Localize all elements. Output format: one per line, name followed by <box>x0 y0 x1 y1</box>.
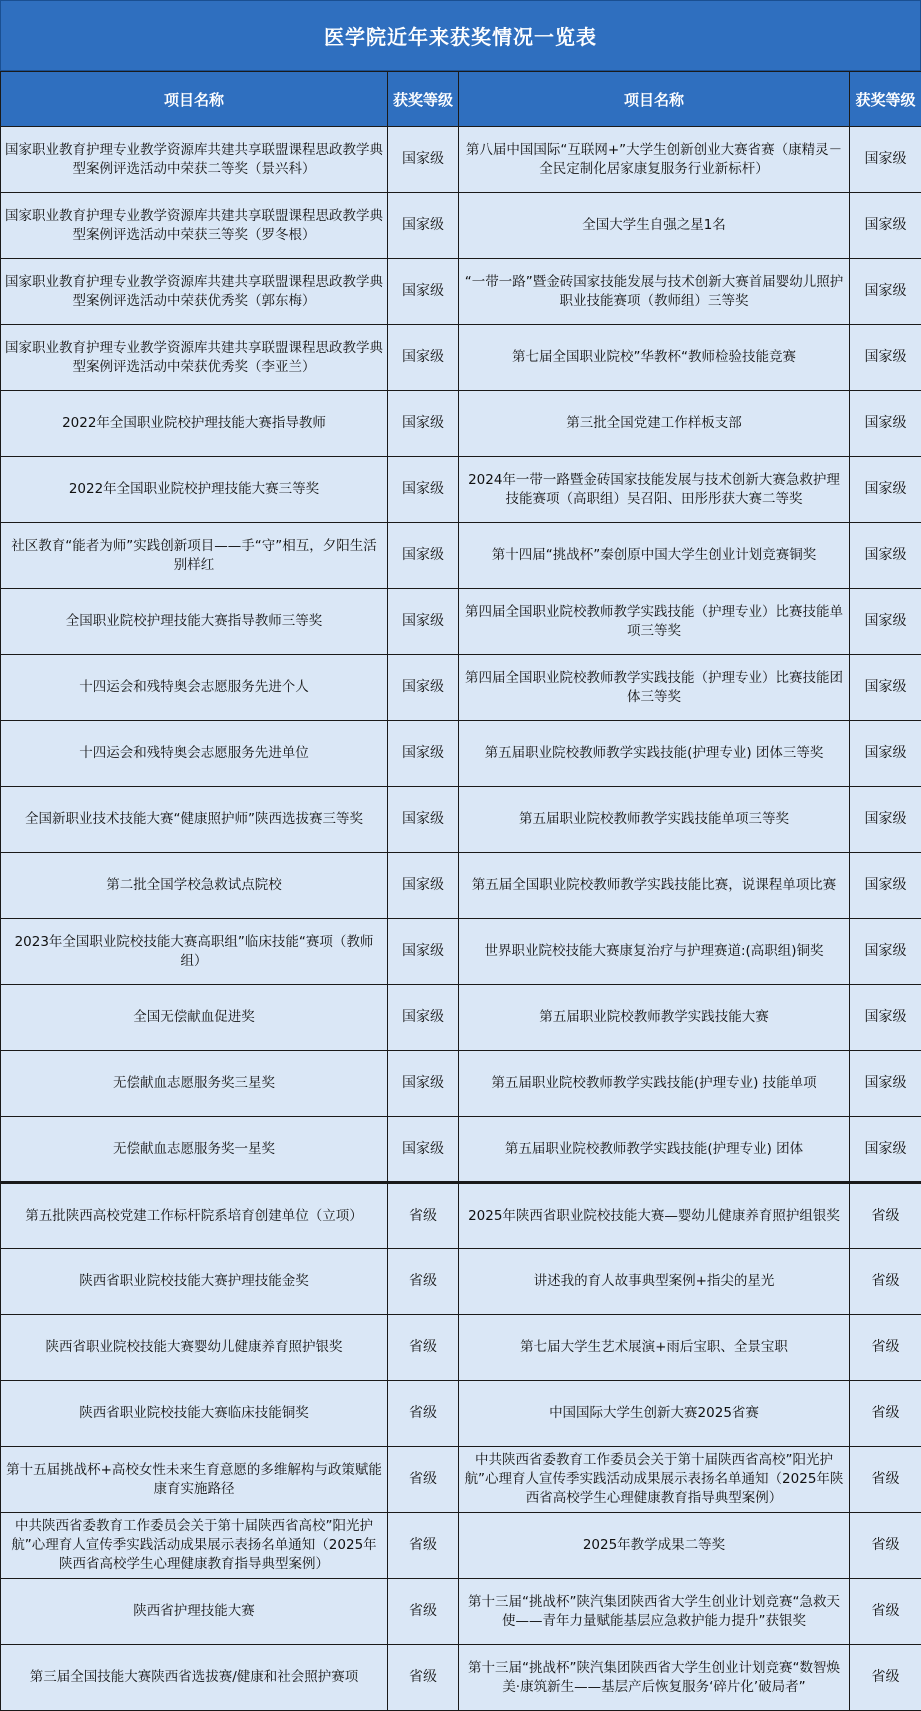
right-project-name-cell: 2025年教学成果二等奖 <box>459 1513 850 1579</box>
left-project-name-cell: 中共陕西省委教育工作委员会关于第十届陕西省高校”阳光护航”心理育人宣传季实践活动成果展示表扬名单通知（2025年陕西省高校学生心理健康教育指导典型案例） <box>1 1513 388 1579</box>
right-award-level-cell: 国家级 <box>850 853 921 919</box>
left-award-level-cell: 国家级 <box>388 1051 459 1117</box>
table-row <box>1 193 921 259</box>
table-row <box>1 853 921 919</box>
table-row <box>1 523 921 589</box>
table-row <box>1 1513 921 1579</box>
table-row <box>1 1249 921 1315</box>
left-project-name-cell: 第五批陕西高校党建工作标杆院系培育创建单位（立项） <box>1 1183 388 1249</box>
right-award-level-cell: 国家级 <box>850 325 921 391</box>
left-award-level-cell: 国家级 <box>388 193 459 259</box>
right-project-name-cell: 第八届中国国际“互联网+”大学生创新创业大赛省赛（康精灵－全民定制化居家康复服务行业新标杆） <box>459 127 850 193</box>
left-project-name-cell: 国家职业教育护理专业教学资源库共建共享联盟课程思政教学典型案例评选活动中荣获二等奖（景兴科） <box>1 127 388 193</box>
left-award-level-cell: 国家级 <box>388 325 459 391</box>
left-award-level-cell: 省级 <box>388 1315 459 1381</box>
left-project-name-cell: 陕西省职业院校技能大赛临床技能铜奖 <box>1 1381 388 1447</box>
right-award-level-cell: 国家级 <box>850 457 921 523</box>
table-row <box>1 1645 921 1711</box>
left-award-level-cell: 国家级 <box>388 127 459 193</box>
right-project-name-cell: 第五届全国职业院校教师教学实践技能比赛，说课程单项比赛 <box>459 853 850 919</box>
right-award-level-cell: 国家级 <box>850 655 921 721</box>
right-award-level-cell: 国家级 <box>850 787 921 853</box>
right-project-name-cell: 第十三届“挑战杯”陕汽集团陕西省大学生创业计划竞赛“数智焕美·康筑新生——基层产后恢复服务‘碎片化’破局者” <box>459 1645 850 1711</box>
right-project-name-cell: 中国国际大学生创新大赛2025省赛 <box>459 1381 850 1447</box>
table-row <box>1 1447 921 1513</box>
left-award-level-cell: 省级 <box>388 1447 459 1513</box>
right-award-level-cell: 国家级 <box>850 193 921 259</box>
table-row <box>1 457 921 523</box>
table-row <box>1 655 921 721</box>
right-award-level-cell: 省级 <box>850 1315 921 1381</box>
right-award-level-cell: 省级 <box>850 1579 921 1645</box>
right-project-name-cell: 讲述我的育人故事典型案例+指尖的星光 <box>459 1249 850 1315</box>
right-project-name-cell: 第十四届“挑战杯”秦创原中国大学生创业计划竞赛铜奖 <box>459 523 850 589</box>
right-project-name-cell: 第七届全国职业院校”华教杯“教师检验技能竞赛 <box>459 325 850 391</box>
left-award-level-cell: 国家级 <box>388 259 459 325</box>
left-project-name-cell: 陕西省职业院校技能大赛婴幼儿健康养育照护银奖 <box>1 1315 388 1381</box>
left-award-level-cell: 国家级 <box>388 721 459 787</box>
left-project-name-cell: 陕西省职业院校技能大赛护理技能金奖 <box>1 1249 388 1315</box>
left-project-name-cell: 第三届全国技能大赛陕西省选拔赛/健康和社会照护赛项 <box>1 1645 388 1711</box>
table-row <box>1 391 921 457</box>
left-project-name-cell: 国家职业教育护理专业教学资源库共建共享联盟课程思政教学典型案例评选活动中荣获优秀奖（郭东梅） <box>1 259 388 325</box>
left-project-name-cell: 十四运会和残特奥会志愿服务先进个人 <box>1 655 388 721</box>
left-award-level-cell: 国家级 <box>388 787 459 853</box>
left-award-level-cell: 省级 <box>388 1513 459 1579</box>
right-project-name-cell: 全国大学生自强之星1名 <box>459 193 850 259</box>
left-award-level-cell: 国家级 <box>388 589 459 655</box>
left-award-level-cell: 省级 <box>388 1645 459 1711</box>
left-award-level-cell: 国家级 <box>388 391 459 457</box>
left-award-level-cell: 省级 <box>388 1183 459 1249</box>
table-row <box>1 919 921 985</box>
right-project-name-cell: 2024年一带一路暨金砖国家技能发展与技术创新大赛急救护理技能赛项（高职组）吴召阳、田彤彤获大赛二等奖 <box>459 457 850 523</box>
table-row <box>1 721 921 787</box>
table-row <box>1 787 921 853</box>
right-project-name-cell: 第四届全国职业院校教师教学实践技能（护理专业）比赛技能单项三等奖 <box>459 589 850 655</box>
left-project-name-cell: 2022年全国职业院校护理技能大赛指导教师 <box>1 391 388 457</box>
left-award-level-cell: 国家级 <box>388 919 459 985</box>
left-project-name-cell: 第二批全国学校急救试点院校 <box>1 853 388 919</box>
right-award-level-cell: 国家级 <box>850 391 921 457</box>
right-project-name-cell: 第五届职业院校教师教学实践技能(护理专业) 团体 <box>459 1117 850 1183</box>
left-project-name-cell: 国家职业教育护理专业教学资源库共建共享联盟课程思政教学典型案例评选活动中荣获三等奖（罗冬根） <box>1 193 388 259</box>
right-award-level-cell: 国家级 <box>850 721 921 787</box>
right-award-level-cell: 省级 <box>850 1249 921 1315</box>
left-project-name-cell: 全国无偿献血促进奖 <box>1 985 388 1051</box>
left-award-level-cell: 国家级 <box>388 1117 459 1183</box>
table-row <box>1 1381 921 1447</box>
table-row <box>1 589 921 655</box>
column-header-project-name: 项目名称 <box>459 72 850 127</box>
left-project-name-cell: 社区教育“能者为师”实践创新项目——手“守”相互，夕阳生活别样红 <box>1 523 388 589</box>
awards-table <box>0 71 921 1711</box>
table-row <box>1 1315 921 1381</box>
column-header-project-name: 项目名称 <box>1 72 388 127</box>
left-project-name-cell: 陕西省护理技能大赛 <box>1 1579 388 1645</box>
right-award-level-cell: 国家级 <box>850 127 921 193</box>
right-award-level-cell: 国家级 <box>850 1051 921 1117</box>
left-award-level-cell: 国家级 <box>388 457 459 523</box>
right-award-level-cell: 国家级 <box>850 523 921 589</box>
right-project-name-cell: 第五届职业院校教师教学实践技能(护理专业) 团体三等奖 <box>459 721 850 787</box>
left-project-name-cell: 第十五届挑战杯+高校女性未来生育意愿的多维解构与政策赋能康育实施路径 <box>1 1447 388 1513</box>
table-body <box>1 127 921 1711</box>
left-project-name-cell: 无偿献血志愿服务奖一星奖 <box>1 1117 388 1183</box>
left-award-level-cell: 省级 <box>388 1249 459 1315</box>
right-project-name-cell: “一带一路”暨金砖国家技能发展与技术创新大赛首届婴幼儿照护职业技能赛项（教师组）三等奖 <box>459 259 850 325</box>
right-award-level-cell: 省级 <box>850 1447 921 1513</box>
right-award-level-cell: 国家级 <box>850 1117 921 1183</box>
right-project-name-cell: 世界职业院校技能大赛康复治疗与护理赛道:(高职组)铜奖 <box>459 919 850 985</box>
right-award-level-cell: 省级 <box>850 1183 921 1249</box>
left-award-level-cell: 国家级 <box>388 853 459 919</box>
left-project-name-cell: 2023年全国职业院校技能大赛高职组”临床技能“赛项（教师组） <box>1 919 388 985</box>
right-project-name-cell: 第七届大学生艺术展演+雨后宝职、全景宝职 <box>459 1315 850 1381</box>
right-award-level-cell: 国家级 <box>850 259 921 325</box>
right-project-name-cell: 第五届职业院校教师教学实践技能单项三等奖 <box>459 787 850 853</box>
header-row <box>1 72 921 127</box>
left-project-name-cell: 全国职业院校护理技能大赛指导教师三等奖 <box>1 589 388 655</box>
right-project-name-cell: 第五届职业院校教师教学实践技能大赛 <box>459 985 850 1051</box>
table-row <box>1 325 921 391</box>
right-award-level-cell: 国家级 <box>850 589 921 655</box>
left-project-name-cell: 全国新职业技术技能大赛“健康照护师”陕西选拔赛三等奖 <box>1 787 388 853</box>
left-project-name-cell: 十四运会和残特奥会志愿服务先进单位 <box>1 721 388 787</box>
right-project-name-cell: 第三批全国党建工作样板支部 <box>459 391 850 457</box>
right-award-level-cell: 省级 <box>850 1513 921 1579</box>
left-project-name-cell: 无偿献血志愿服务奖三星奖 <box>1 1051 388 1117</box>
table-row <box>1 1183 921 1249</box>
right-project-name-cell: 中共陕西省委教育工作委员会关于第十届陕西省高校”阳光护航”心理育人宣传季实践活动成果展示表扬名单通知（2025年陕西省高校学生心理健康教育指导典型案例） <box>459 1447 850 1513</box>
left-project-name-cell: 国家职业教育护理专业教学资源库共建共享联盟课程思政教学典型案例评选活动中荣获优秀奖（李亚兰） <box>1 325 388 391</box>
right-project-name-cell: 第五届职业院校教师教学实践技能(护理专业) 技能单项 <box>459 1051 850 1117</box>
left-award-level-cell: 国家级 <box>388 523 459 589</box>
left-award-level-cell: 省级 <box>388 1381 459 1447</box>
left-award-level-cell: 国家级 <box>388 985 459 1051</box>
table-row <box>1 1051 921 1117</box>
column-header-award-level: 获奖等级 <box>388 72 459 127</box>
left-award-level-cell: 省级 <box>388 1579 459 1645</box>
table-row <box>1 259 921 325</box>
column-header-award-level: 获奖等级 <box>850 72 921 127</box>
table-row <box>1 985 921 1051</box>
right-award-level-cell: 国家级 <box>850 919 921 985</box>
right-project-name-cell: 第四届全国职业院校教师教学实践技能（护理专业）比赛技能团体三等奖 <box>459 655 850 721</box>
page-title: 医学院近年来获奖情况一览表 <box>0 0 921 71</box>
right-award-level-cell: 省级 <box>850 1381 921 1447</box>
right-award-level-cell: 国家级 <box>850 985 921 1051</box>
right-award-level-cell: 省级 <box>850 1645 921 1711</box>
table-row <box>1 1117 921 1183</box>
table-row <box>1 127 921 193</box>
left-award-level-cell: 国家级 <box>388 655 459 721</box>
left-project-name-cell: 2022年全国职业院校护理技能大赛三等奖 <box>1 457 388 523</box>
table-row <box>1 1579 921 1645</box>
right-project-name-cell: 2025年陕西省职业院校技能大赛—婴幼儿健康养育照护组银奖 <box>459 1183 850 1249</box>
right-project-name-cell: 第十三届“挑战杯”陕汽集团陕西省大学生创业计划竞赛“急救天使——青年力量赋能基层应急救护能力提升”获银奖 <box>459 1579 850 1645</box>
